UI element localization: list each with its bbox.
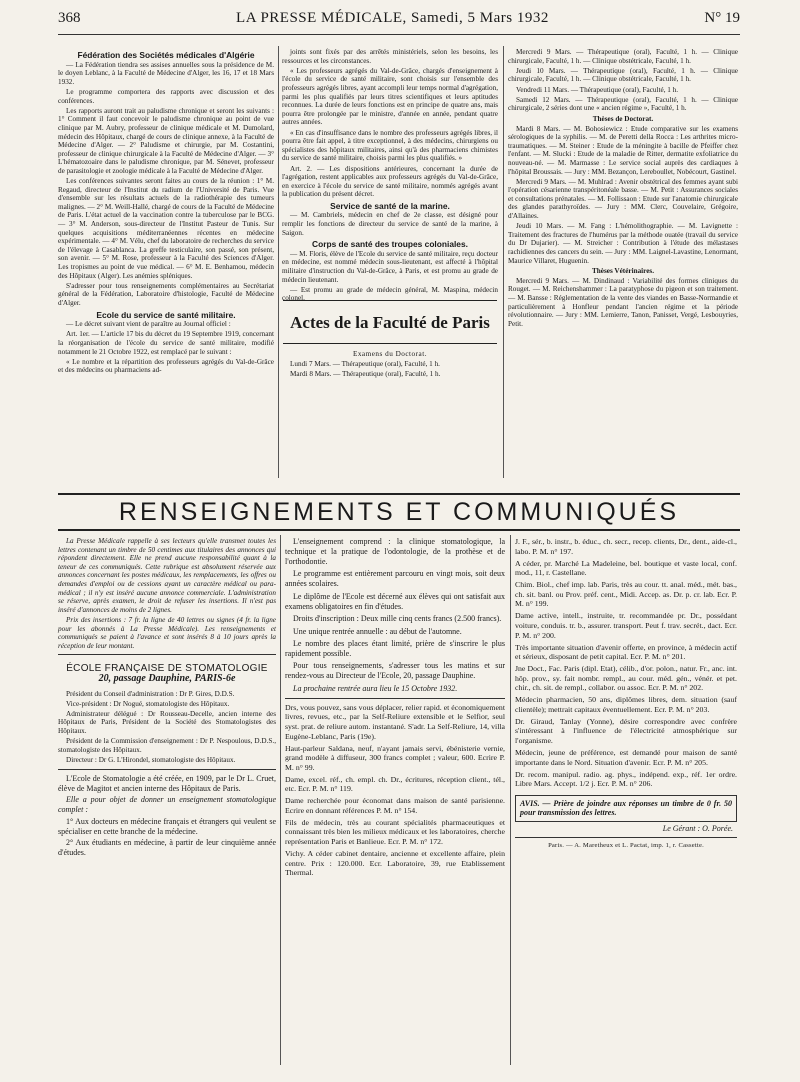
heading-marine: Service de santé de la marine. <box>330 200 450 211</box>
column-ecole-ads <box>285 537 505 1057</box>
paragraph: L'Ecole de Stomatologie a été créée, en 1909, par le Dr L. Cruet, élève de Magitot et ancien interne des Hôpitaux de Paris. <box>58 773 276 793</box>
these-entry: Mercredi 9 Mars. — M. Muhlrad : Avenir obstétrical des femmes ayant subi l'opération césarienne transpéritonéale basse. — M. Petit : Assurances sociales et consultations prénatales. — M. Follissaon : Etude sur l'anatomie chirurgicale des glandes parathyroïdes. — Jury : MM. Clerc, Couvelaire, Grégoire, d'Allaines. <box>508 177 738 221</box>
classified-ad: Dame, excel. réf., ch. empl. ch. Dr., écritures, réception client., tél., etc. Ecr. P. M. n° 119. <box>285 774 505 794</box>
staff-line: Président de la Commission d'enseignement : Dr P. Nespoulous, D.D.S., stomatologiste des Hôpitaux. <box>58 737 276 754</box>
ecole-address: 20, passage Dauphine, PARIS-6e <box>98 672 236 684</box>
paragraph: 1° Aux docteurs en médecine français et étrangers qui veulent se spécialiser en cette branche de la médecine. <box>58 816 276 836</box>
classified-ad: Médecin, jeune de préférence, est demandé pour maison de santé importante dans le Nord. Situation d'avenir. Ecr. P. M. n° 205. <box>515 748 737 767</box>
paragraph: « Le nombre et la répartition des professeurs agrégés du Val-de-Grâce et des médecins ou pharmaciens ad- <box>58 357 274 375</box>
classified-ad: Jne Doct., Fac. Paris (dipl. Etat), célib., d'or. polon., natur. Fr., anc. int. hôp. prov., sy. fait nombr. rempl., au cour. méd. gén., vénér. et pet. chir., ch. sit. de rempl., collabor. ou assoc. Ecr. P. M. n° 202. <box>515 664 737 693</box>
column-divider <box>278 46 279 478</box>
heading-coloniales: Corps de santé des troupes coloniales. <box>312 239 468 250</box>
classified-ad: Dame active, intell., instruite, tr. recommandée pr. Dr., possédant voiture, conduis. tr. b., assurer. transport. Peut f. trav. secrét., dact. Ecr. P. M. n° 200. <box>515 611 737 640</box>
paragraph: Le programme comportera des rapports avec discussion et des conférences. <box>58 87 274 105</box>
classified-ad: Chim. Biol., chef imp. lab. Paris, très au cour. tt. anal. méd., mét. bas., ch. sit. banl. ou Prov. préf. cent., Midi. Accep. as. Dr. p. cr. lab. Ecr. P. M. n° 199. <box>515 580 737 609</box>
exam-line: Samedi 12 Mars. — Thérapeutique (oral), Faculté, 1 h. — Clinique chirurgicale, 2 séries dont une « ancien régime », Faculté, 1 h. <box>508 95 738 113</box>
paragraph: La prochaine rentrée aura lieu le 15 Octobre 1932. <box>293 683 458 693</box>
column-divider <box>510 535 511 1065</box>
paragraph: — M. Cambriels, médecin en chef de 2e classe, est désigné pour remplir les fonctions de directeur du service de santé de la marine, à Saigon. <box>282 211 498 237</box>
paragraph: Elle a pour objet de donner un enseignement stomatologique complet : <box>58 795 276 815</box>
actes-title: Actes de la Faculté de Paris <box>290 313 490 332</box>
classified-ad: Drs, vous pouvez, sans vous déplacer, relier rapid. et économiquement livres, revues, etc., par la Self-Reliure extensible et le Selfior, seul syst. prat. de reliure autom. instantané. S'adr. La Self-Reliure, 14, villa Eugène-Leblanc, Paris (19e). <box>285 702 505 741</box>
section-title: RENSEIGNEMENTS ET COMMUNIQUÉS <box>58 493 740 531</box>
staff-line: Président du Conseil d'administration : Dr P. Gires, D.D.S. <box>66 689 235 698</box>
paragraph: Les conférences suivantes seront faites au cours de la réunion : 1° M. Regaud, directeur de l'Institut du radium de l'Université de Paris. Vue d'ensemble sur les résultats actuels de la radiothérapie des tumeurs malignes. — 2° M. Weill-Hallé, chargé de cours de la Faculté de Médecine de Paris. L'état actuel de la vaccination contre la tuberculose par le BCG. — 3° M. Anderson, sous-directeur de l'Institut Pasteur de Tunis. Sur quelques acquisitions méditerranéennes récentes en médecine expérimentale. — 4° M. Vélu, chef du laboratoire de recherches du service de l'élevage à Casablanca. La greffe testiculaire, son passé, son présent, son avenir. — 5° M. Rose, professeur à la Faculté des Sciences d'Alger. Les tropismes au point de vue médical. — 6° M. E. Benhamou, médecin des Hôpitaux (Alger). Les anémies spléniques. <box>58 177 274 280</box>
column-actes <box>282 348 498 480</box>
classified-ad: Dame recherchée pour économat dans maison de santé parisienne. Ecrire en donnant références P. M. n° 154. <box>285 796 505 815</box>
notice-text: La Presse Médicale rappelle à ses lecteurs qu'elle transmet toutes les lettres contenant un timbre de 50 centimes aux titulaires des annonces qui répondent directement. Elle ne prend aucune responsabilité quant à la teneur de ces communiqués. Cette rubrique est absolument réservée aux annonces concernant les postes médicaux, les remplacements, les offres ou demandes d'emploi ou de cessions ayant un caractère médical ou para-médical ; il n'y est inséré aucune annonce commerciale. L'administration se réserve, après examen, le droit de refuser les insertions. Il n'est pas inséré d'annonces de moins de 2 lignes. <box>58 537 276 614</box>
heading-ecole-sante: Ecole du service de santé militaire. <box>96 309 236 320</box>
paragraph: — La Fédération tiendra ses assises annuelles sous la présidence de M. le doyen Leblanc, à la Faculté de Médecine d'Alger, les 16, 17 et 18 Mars 1932. <box>58 60 274 86</box>
column-divider <box>280 535 281 1065</box>
paragraph: Droits d'inscription : Deux mille cinq cents francs (2.500 francs). <box>293 614 502 624</box>
paragraph: — M. Floris, élève de l'Ecole du service de santé militaire, reçu docteur en médecine, est nommé médecin sous-lieutenant, est affecté à l'hôpital militaire d'instruction du Val-de-Grâce, à Paris, et est promu au grade de médecin lieutenant. <box>282 249 498 284</box>
classified-ad: A céder, pr. Marché La Madeleine, bel. boutique et vaste local, conf. mod., 11, r. Castellane. <box>515 558 737 578</box>
heading-federation: Fédération des Sociétés médicales d'Algérie <box>77 50 255 60</box>
classified-ad: Dr. Giraud, Tanlay (Yonne), désire correspondre avec confrère s'intéressant à l'influence de l'électricité atmosphérique sur l'organisme. <box>515 716 737 746</box>
paragraph: Art. 2. — Les dispositions antérieures, concernant la durée de l'agrégation, restent applicables aux professeurs agrégés du Val-de-Grâce, en exercice à l'école du service de santé militaire, nommés agrégés avant la publication du présent décret. <box>282 164 498 199</box>
ecole-title: ÉCOLE FRANÇAISE DE STOMATOLOGIE <box>66 663 268 675</box>
paragraph: « Les professeurs agrégés du Val-de-Grâce, chargés d'enseignement à l'école du service de santé militaire, sont choisis sur l'ensemble des professeurs agrégés libres, ayant accompli leur temps normal d'agrégation, parmi les plus qualifiés par leurs titres scientifiques et leurs aptitudes reconnues. La durée de leurs fonctions est en principe de quatre ans, mais pourra être prolongée par le ministre, d'année en année, pendant quatre autres années. <box>282 66 498 127</box>
paragraph: — Le décret suivant vient de paraître au Journal officiel : <box>66 320 231 329</box>
classified-ad: Dr. recom. manipul. radio. ag. phys., indépend. exp., réf. 1er ordre. Libre Mars. Accept. 1/2 j. Ecr. P. M. n° 206. <box>515 769 737 789</box>
actes-subtitle: Examens du Doctorat. <box>352 350 428 358</box>
exam-line: Mardi 8 Mars. — Thérapeutique (oral), Faculté, 1 h. <box>290 369 441 378</box>
header-rule <box>58 34 740 35</box>
page-number: 368 <box>58 10 81 26</box>
paragraph: 2° Aux étudiants en médecine, à partir de leur cinquième année d'études. <box>58 838 276 858</box>
printer-line: Paris. — A. Maretheux et L. Pactat, imp. 1, r. Cassette. <box>548 842 704 850</box>
heading-theses: Thèses de Doctorat. <box>592 114 654 123</box>
divider <box>58 654 276 655</box>
exam-line: Lundi 7 Mars. — Thérapeutique (oral), Faculté, 1 h. <box>290 359 440 368</box>
exam-line: Mercredi 9 Mars. — Thérapeutique (oral), Faculté, 1 h. — Clinique chirurgicale, Faculté, 1 h. — Clinique obstétricale, Faculté, 1 h. <box>508 48 738 65</box>
journal-title: LA PRESSE MÉDICALE, Samedi, 5 Mars 1932 <box>236 10 549 26</box>
notice-prices: Prix des insertions : 7 fr. la ligne de 40 lettres ou signes (4 fr. la ligne pour les abonnés à La Presse Médicale). Les renseignements et communiqués se paient à l'avance et sont insérés 8 à 10 jours après la réception de leur montant. <box>58 615 276 650</box>
column-notice <box>58 537 276 1057</box>
staff-line: Administrateur délégué : Dr Rousseau-Decelle, ancien interne des Hôpitaux de Paris, Président de la Société des Stomatologistes des Hôpitaux. <box>58 709 276 736</box>
divider <box>515 837 737 838</box>
column-divider <box>503 46 504 478</box>
column-decret <box>282 48 498 303</box>
paragraph: Pour tous renseignements, s'adresser tous les matins et sur rendez-vous au Directeur de l'Ecole, 20, passage Dauphine. <box>285 661 505 681</box>
issue-number: N° 19 <box>704 10 740 26</box>
classified-ad: Médecin pharmacien, 50 ans, diplômes libres, dem. situation (sauf clientèle); mettrait capitaux éventuellement. Ecr. P. M. n° 203. <box>515 695 737 714</box>
these-entry: Jeudi 10 Mars. — M. Fang : L'hémolithographie. — M. Lavignette : Traitement des fractures de l'humérus par la méthode ouatée (travail du service du Dr Dujarier). — M. Streicher : Contribution à l'étude des mélastases rachidiennes des cancers du sein. — Jury : MM. Laignel-Lavastine, Lenormant, Maurice Villaret, Huguenin. <box>508 222 738 265</box>
paragraph: Une unique rentrée annuelle : au début de l'automne. <box>293 626 462 636</box>
column-federation <box>58 48 274 478</box>
divider <box>58 769 276 770</box>
gerant-signature: Le Gérant : O. Porée. <box>662 823 733 833</box>
exam-line: Jeudi 10 Mars. — Thérapeutique (oral), Faculté, 1 h. — Clinique chirurgicale, Faculté, 1 h. — Clinique obstétricale, Faculté, 1 h. <box>508 66 738 84</box>
paragraph: Le diplôme de l'Ecole est décerné aux élèves qui ont satisfait aux examens obligatoires en fin d'études. <box>285 591 505 611</box>
classified-ad: Haut-parleur Saldana, neuf, n'ayant jamais servi, ébénisterie vernie, grand modèle à diffuseur, 300 francs complet ; valeur, 600. Ecrire P. M. n° 99. <box>285 743 505 772</box>
staff-line: Directeur : Dr G. L'Hirondel, stomatologiste des Hôpitaux. <box>66 756 236 765</box>
paragraph: S'adresser pour tous renseignements complémentaires au Secrétariat général de la Fédération, Laboratoire d'histologie, Faculté de Médecine d'Alger. <box>58 281 274 307</box>
classified-ad: Fils de médecin, très au courant spécialités pharmaceutiques et connaissant très bien les milieux médicaux et les laboratoires, cherche représentation Paris et Banlieue. Ecr. P. M. n° 172. <box>285 817 505 847</box>
these-entry: Mardi 8 Mars. — M. Bohosiewicz : Etude comparative sur les examens sérologiques de la syphilis. — M. de Peretti della Rocca : Les arthrites micro-traumatiques. — M. Steiner : Etude de la méningite à bacille de Pfeiffer chez l'enfant. — M. Slucki : Etude de la maladie de Ritter, dermatite exfoliatrice du nouveau-né. — M. Marmasse : Le service social auprès des cardiaques à l'hôpital Broussais. — Jury : MM. Bezançon, Lereboullet, Nobécourt, Gastinel. <box>508 124 738 176</box>
paragraph: Le programme est entièrement parcouru en vingt mois, soit deux années scolaires. <box>285 569 505 589</box>
column-theses <box>508 48 738 478</box>
paragraph: joints sont fixés par des arrêtés ministériels, selon les besoins, les ressources et les circonstances. <box>282 48 498 65</box>
avis-box: AVIS. — Prière de joindre aux réponses un timbre de 0 fr. 50 pour transmission des lettres. <box>515 795 737 822</box>
paragraph: Le nombre des places étant limité, prière de s'inscrire le plus rapidement possible. <box>285 638 505 658</box>
actes-heading-box <box>283 300 497 344</box>
classified-ad: J. F., sér., b. instr., b. éduc., ch. secr., recep. clients, Dr., dent., aide-cl., labo. P. M. n° 197. <box>515 537 737 556</box>
paragraph: Les rapports auront trait au paludisme chronique et seront les suivants : 1° Comment il faut concevoir le paludisme chronique au point de vue clinique par M. Aubry, professeur de clinique médicale et M. Dumolard, médecin des Hôpitaux, chargé de cours de clinique annexe, à la Faculté de Médecine d'Alger. — 2° Paludisme et chirurgie, par M. Costantini, professeur de clinique chirurgicale à la Faculté de Médecine d'Alger. — 3° L'hématozoaire dans le paludisme chronique, par M. Sénevet, professeur de parasitologie et zoologie médicale à la Faculté de Médecine d'Alger. <box>58 106 274 175</box>
paragraph: « En cas d'insuffisance dans le nombre des professeurs agrégés libres, il pourra être fait appel, à titre exceptionnel, à des médecins, chirurgiens ou spécialistes des hôpitaux militaires, ainsi qu'à des pharmaciens chimistes du service de santé militaire, choisis parmi les plus qualifiés. » <box>282 128 498 163</box>
heading-vet: Thèses Vétérinaires. <box>591 267 655 276</box>
paragraph: — Est promu au grade de médecin général, M. Maspina, médecin colonel. <box>282 285 498 303</box>
exam-line: Vendredi 11 Mars. — Thérapeutique (oral), Faculté, 1 h. <box>516 85 679 94</box>
paragraph: L'enseignement comprend : la clinique stomatologique, la technique et la pratique de l'odontologie, de la prothèse et de l'orthodontie. <box>285 537 505 566</box>
paragraph: Art. 1er. — L'article 17 bis du décret du 19 Septembre 1919, concernant la réorganisation de l'école du service de santé militaire, modifié notamment le 21 Octobre 1922, est remplacé par le suivant : <box>58 330 274 356</box>
staff-line: Vice-président : Dr Nogué, stomatologiste des Hôpitaux. <box>66 699 230 708</box>
column-classifieds <box>515 537 737 1067</box>
page-header <box>58 10 740 34</box>
these-entry: Mercredi 9 Mars. — M. Dindinaud : Variabilité des formes cliniques du Rouget. — M. Reichenshammer : La paratyphose du pigeon et son traitement. — M. Bansse : Réglementation de la vente des viandes en Basse-Normandie et particulièrement à Honfleur pendant l'ancien régime et la période révolutionnaire. — Jury : MM. Lemierre, Tanon, Panisset, Vergé, Lesbouyries, Petit. <box>508 276 738 328</box>
divider <box>285 698 505 699</box>
classified-ad: Très importante situation d'avenir offerte, en province, à médecin actif et sérieux, disposant de petit capital. Ecr. P. M. n° 201. <box>515 642 737 662</box>
classified-ad: Vichy. A céder cabinet dentaire, ancienne et excellente affaire, plein centre. Prix : 120.000. Ecr. Laboratoire, 39, rue Etablissement Thermal. <box>285 849 505 878</box>
